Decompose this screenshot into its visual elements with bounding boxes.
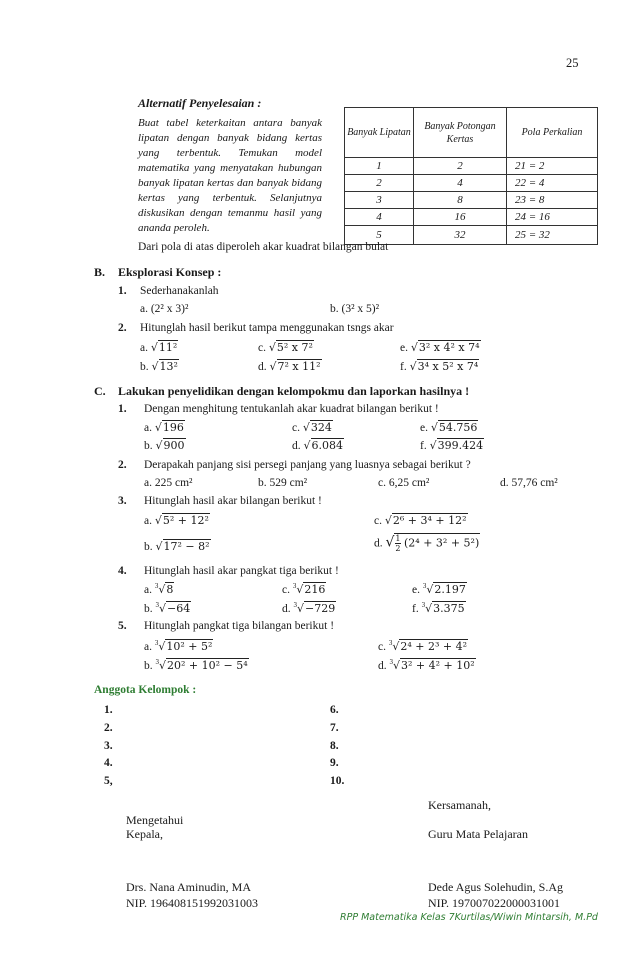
section-c-title: Lakukan penyelidikan dengan kelompokmu dan laporkan hasilnya ! bbox=[118, 384, 470, 398]
b2-a: a. √11² bbox=[140, 341, 178, 354]
member-number: 9. bbox=[330, 757, 339, 769]
c1-e: e. √54.756 bbox=[420, 421, 478, 434]
c2-b: b. 529 cm² bbox=[258, 477, 308, 489]
kepala: Kepala, bbox=[126, 827, 163, 841]
left-signer-name: Drs. Nana Aminudin, MA bbox=[126, 880, 251, 894]
table-header: Pola Perkalian bbox=[507, 108, 598, 158]
member-number: 4. bbox=[104, 757, 113, 769]
group-title: Anggota Kelompok : bbox=[94, 684, 197, 696]
table-cell: 2 bbox=[414, 158, 507, 175]
right-signer-name: Dede Agus Solehudin, S.Ag bbox=[428, 880, 563, 894]
b1-number: 1. bbox=[118, 285, 127, 297]
c1-c: c. √324 bbox=[292, 421, 332, 434]
member-number: 8. bbox=[330, 740, 339, 752]
table-cell: 8 bbox=[414, 192, 507, 209]
b2-e: e. √3² x 4² x 7⁴ bbox=[400, 341, 480, 354]
c3-d: d. $√\frac{1}{2} (2^4 + 3^2 + 5^2)$ bbox=[374, 534, 480, 553]
c1-number: 1. bbox=[118, 403, 127, 415]
guru-label: Guru Mata Pelajaran bbox=[428, 827, 528, 841]
b2-number: 2. bbox=[118, 322, 127, 334]
table-cell: 23 = 8 bbox=[507, 192, 598, 209]
right-signer-nip: NIP. 197007022000031001 bbox=[428, 896, 561, 910]
c1-a: a. √196 bbox=[144, 421, 184, 434]
table-header: Banyak Potongan Kertas bbox=[414, 108, 507, 158]
member-number: 6. bbox=[330, 704, 339, 716]
table-cell: 22 = 4 bbox=[507, 175, 598, 192]
footer-note: RPP Matematika Kelas 7Kurtilas/Wiwin Mintarsih, M.Pd bbox=[340, 912, 598, 923]
table-cell: 4 bbox=[414, 175, 507, 192]
table-cell: 3 bbox=[345, 192, 414, 209]
c5-text: Hitunglah pangkat tiga bilangan berikut ! bbox=[144, 620, 335, 632]
c1-d: d. √6.084 bbox=[292, 439, 344, 452]
table-cell: 2 bbox=[345, 175, 414, 192]
table-cell: 25 = 32 bbox=[507, 226, 598, 245]
table-cell: 32 bbox=[414, 226, 507, 245]
c3-b: b. √17² − 8² bbox=[144, 540, 210, 553]
page-number: 25 bbox=[566, 56, 579, 70]
member-number: 1. bbox=[104, 704, 113, 716]
c4-d: d. $^3$√−729 bbox=[282, 601, 336, 615]
table-row bbox=[345, 158, 598, 175]
c4-e: e. $^3$√2.197 bbox=[412, 582, 466, 596]
c3-text: Hitunglah hasil akar bilangan berikut ! bbox=[144, 495, 322, 507]
table-cell: 21 = 2 bbox=[507, 158, 598, 175]
b2-text: Hitunglah hasil berikut tampa menggunakan tsngs akar bbox=[140, 322, 394, 334]
c5-d: d. $^3$√3² + 4² + 10² bbox=[378, 658, 475, 672]
c2-c: c. 6,25 cm² bbox=[378, 477, 430, 489]
c1-b: b. √900 bbox=[144, 439, 185, 452]
kersamanah: Kersamanah, bbox=[428, 798, 491, 812]
table-header: Banyak Lipatan bbox=[345, 108, 414, 158]
b2-f: f. √3⁴ x 5² x 7⁴ bbox=[400, 360, 479, 373]
table-row bbox=[345, 209, 598, 226]
alt-title: Alternatif Penyelesaian : bbox=[138, 96, 262, 110]
b1-b: b. (3² x 5)² bbox=[330, 303, 380, 315]
c4-c: c. $^3$√216 bbox=[282, 582, 326, 596]
c5-number: 5. bbox=[118, 620, 127, 632]
c5-b: b. $^3$√20² + 10² − 5⁴ bbox=[144, 658, 248, 672]
b1-text: Sederhanakanlah bbox=[140, 285, 219, 297]
left-signer-nip: NIP. 196408151992031003 bbox=[126, 896, 259, 910]
c5-a: a. $^3$√10² + 5² bbox=[144, 639, 213, 653]
c2-number: 2. bbox=[118, 459, 127, 471]
table-cell: 4 bbox=[345, 209, 414, 226]
c1-text: Dengan menghitung tentukanlah akar kuadrat bilangan berikut ! bbox=[144, 403, 439, 415]
b2-d: d. √7² x 11² bbox=[258, 360, 321, 373]
member-number: 7. bbox=[330, 722, 339, 734]
section-b-title: Eksplorasi Konsep : bbox=[118, 265, 222, 279]
c2-a: a. 225 cm² bbox=[144, 477, 193, 489]
c4-text: Hitunglah hasil akar pangkat tiga berikut ! bbox=[144, 565, 339, 577]
b1-a: a. (2² x 3)² bbox=[140, 303, 189, 315]
b2-b: b. √13² bbox=[140, 360, 178, 373]
section-b-label: B. bbox=[94, 265, 106, 279]
alt-paragraph: Buat tabel keterkaitan antara banyak lipatan dengan banyak bidang kertas yang terbentuk. Temukan model matematika yang menyatakan hubungan banyak lipatan kertas dan banyak bidang kertas yang terbentuk. Selanjutnya diskusikan dengan temanmu hasil yang ananda peroleh. bbox=[138, 117, 322, 234]
c1-f: f. √399.424 bbox=[420, 439, 484, 452]
table-cell: 5 bbox=[345, 226, 414, 245]
c3-number: 3. bbox=[118, 495, 127, 507]
c4-a: a. $^3$√8 bbox=[144, 582, 174, 596]
c4-number: 4. bbox=[118, 565, 127, 577]
c4-b: b. $^3$√−64 bbox=[144, 601, 191, 615]
c2-text: Derapakah panjang sisi persegi panjang yang luasnya sebagai berikut ? bbox=[144, 459, 471, 471]
member-number: 10. bbox=[330, 775, 345, 787]
table-row bbox=[345, 175, 598, 192]
c2-d: d. 57,76 cm² bbox=[500, 477, 558, 489]
member-number: 5, bbox=[104, 775, 113, 787]
c4-f: f. $^3$√3.375 bbox=[412, 601, 465, 615]
c5-c: c. $^3$√2⁴ + 2³ + 4² bbox=[378, 639, 468, 653]
conclusion-text: Dari pola di atas diperoleh akar kuadrat bilangan bulat bbox=[138, 241, 389, 253]
fold-table bbox=[344, 107, 598, 245]
member-number: 2. bbox=[104, 722, 113, 734]
table-cell: 1 bbox=[345, 158, 414, 175]
table-cell: 16 bbox=[414, 209, 507, 226]
table-row bbox=[345, 192, 598, 209]
member-number: 3. bbox=[104, 740, 113, 752]
mengetahui: Mengetahui bbox=[126, 813, 184, 827]
b2-c: c. √5² x 7² bbox=[258, 341, 313, 354]
c3-c: c. √2⁶ + 3⁴ + 12² bbox=[374, 514, 467, 527]
table-cell: 24 = 16 bbox=[507, 209, 598, 226]
c3-a: a. √5² + 12² bbox=[144, 514, 209, 527]
section-c-label: C. bbox=[94, 384, 106, 398]
